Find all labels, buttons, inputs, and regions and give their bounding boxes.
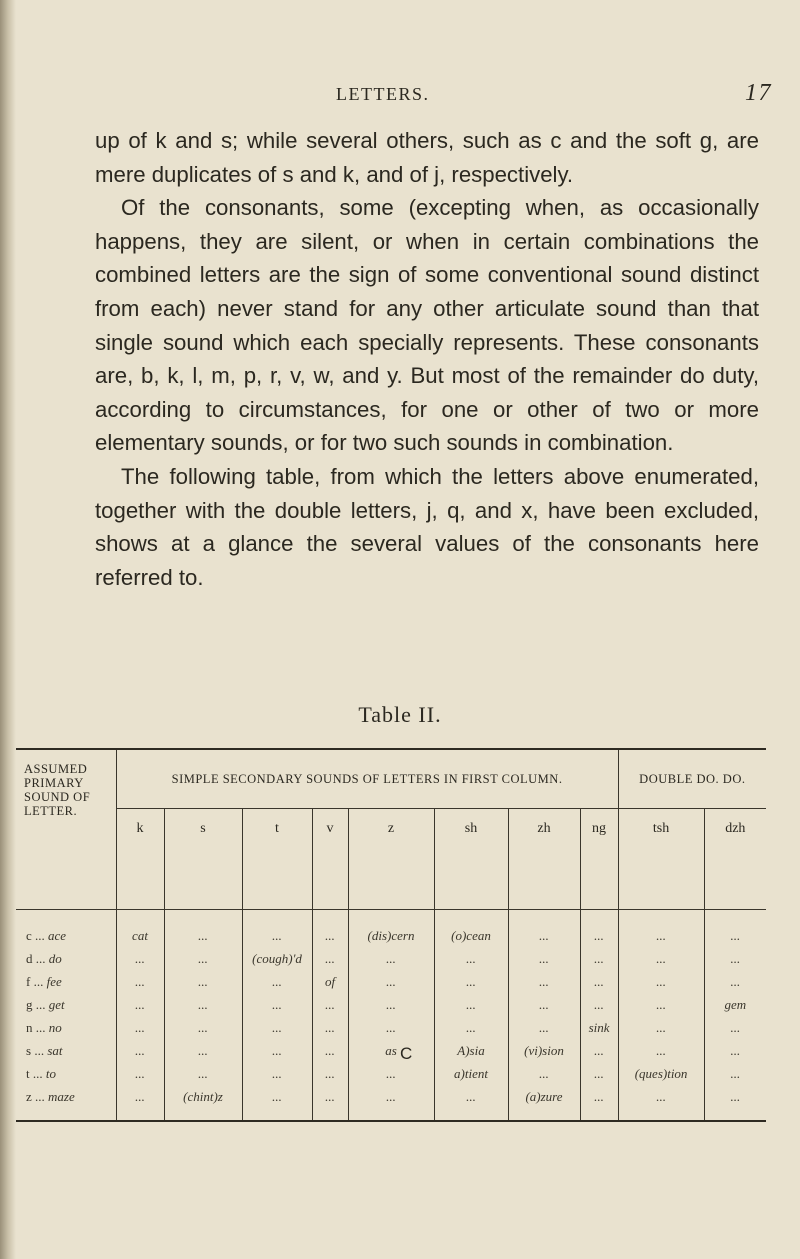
sound-cell-v: ... (312, 910, 348, 948)
leader-dots: ... (32, 996, 49, 1012)
sound-cell-tsh: ... (618, 947, 704, 970)
consonant-values-table (16, 748, 766, 1122)
page-binding-shadow (0, 0, 16, 1259)
sound-cell-t: ... (242, 1085, 312, 1121)
sound-cell-t: ... (242, 910, 312, 948)
primary-letter-cell (16, 910, 116, 948)
column-header-s: s (164, 809, 242, 910)
column-header-tsh: tsh (618, 809, 704, 910)
sound-cell-dzh: ... (704, 947, 766, 970)
sound-cell-tsh: ... (618, 1016, 704, 1039)
leader-dots: ... (31, 1042, 48, 1058)
sound-cell-ng: ... (580, 1062, 618, 1085)
sound-cell-ng: ... (580, 947, 618, 970)
example-word: do (48, 950, 62, 966)
sound-cell-t: ... (242, 993, 312, 1016)
sound-cell-zh: ... (508, 993, 580, 1016)
sound-cell-v: of (312, 970, 348, 993)
column-header-dzh: dzh (704, 809, 766, 910)
sound-cell-tsh: ... (618, 1039, 704, 1062)
column-header-v: v (312, 809, 348, 910)
example-word: to (45, 1065, 56, 1081)
sound-cell-v: ... (312, 1016, 348, 1039)
sound-cell-dzh: ... (704, 1062, 766, 1085)
sound-cell-sh: a)tient (434, 1062, 508, 1085)
sound-cell-zh: (a)zure (508, 1085, 580, 1121)
primary-letter: z (26, 1088, 32, 1104)
sound-cell-zh: ... (508, 947, 580, 970)
table-row (16, 910, 766, 948)
sound-cell-tsh: (ques)tion (618, 1062, 704, 1085)
page-number: 17 (745, 80, 772, 106)
running-head-title: LETTERS. (336, 84, 430, 104)
sound-cell-v: ... (312, 1062, 348, 1085)
sound-cell-t: ... (242, 1016, 312, 1039)
sound-cell-sh: ... (434, 970, 508, 993)
sound-cell-s: (chint)z (164, 1085, 242, 1121)
signature-mark: C (400, 1044, 413, 1063)
sound-cell-k: ... (116, 970, 164, 993)
primary-letter-cell (16, 1062, 116, 1085)
sound-cell-s: ... (164, 1062, 242, 1085)
column-header-ng: ng (580, 809, 618, 910)
sound-cell-z: as (348, 1039, 434, 1062)
sound-cell-dzh: ... (704, 1039, 766, 1062)
table-row (16, 1062, 766, 1085)
sound-cell-ng: sink (580, 1016, 618, 1039)
sound-cell-sh: (o)cean (434, 910, 508, 948)
sound-cell-s: ... (164, 1016, 242, 1039)
sound-cell-z: ... (348, 947, 434, 970)
sound-cell-zh: ... (508, 1062, 580, 1085)
sound-cell-tsh: ... (618, 970, 704, 993)
sound-cell-k: cat (116, 910, 164, 948)
primary-letter: t (26, 1065, 30, 1081)
example-word: no (48, 1019, 62, 1035)
sound-cell-zh: ... (508, 1016, 580, 1039)
table-row (16, 1039, 766, 1062)
first-column-header: ASSUMED PRIMARY SOUND OF LETTER. (16, 749, 116, 910)
sound-cell-dzh: ... (704, 910, 766, 948)
table-row (16, 1016, 766, 1039)
primary-letter-cell (16, 1039, 116, 1062)
sound-cell-t: ... (242, 1062, 312, 1085)
sound-cell-tsh: ... (618, 1085, 704, 1121)
sound-cell-k: ... (116, 1016, 164, 1039)
sound-cell-dzh: ... (704, 1016, 766, 1039)
primary-letter: f (26, 973, 31, 989)
example-word: sat (47, 1042, 63, 1058)
sound-cell-v: ... (312, 1085, 348, 1121)
sound-cell-sh: ... (434, 1016, 508, 1039)
body-text (95, 124, 759, 594)
sound-cell-sh: A)sia (434, 1039, 508, 1062)
sound-cell-k: ... (116, 993, 164, 1016)
sound-cell-ng: ... (580, 910, 618, 948)
column-header-z: z (348, 809, 434, 910)
table-row (16, 1085, 766, 1121)
primary-letter-cell (16, 1085, 116, 1121)
sound-cell-ng: ... (580, 1085, 618, 1121)
sound-cell-v: ... (312, 993, 348, 1016)
sound-cell-t: ... (242, 970, 312, 993)
sound-cell-s: ... (164, 993, 242, 1016)
sound-cell-t: ... (242, 1039, 312, 1062)
sound-cell-s: ... (164, 1039, 242, 1062)
sound-cell-z: ... (348, 1085, 434, 1121)
leader-dots: ... (32, 1019, 49, 1035)
example-word: maze (48, 1088, 75, 1104)
sound-cell-v: ... (312, 1039, 348, 1062)
sound-cell-k: ... (116, 1085, 164, 1121)
sound-cell-s: ... (164, 970, 242, 993)
example-word: get (48, 996, 65, 1012)
primary-letter: c (26, 927, 32, 943)
paragraph-2: Of the consonants, some (excepting when, as occasionally happens, they are silent, or when in certain combinations the combined letters are the sign of some conventional sound distinct from each) never stand for any other articulate sound than that single sound which each specially represents. These consonants are, b, k, l, m, p, r, v, w, and y. But most of the remainder do duty, according to circumstances, for one or other of two or more elementary sounds, or for two such sounds in combination. (95, 195, 759, 456)
leader-dots: ... (31, 1088, 49, 1104)
table-body (16, 910, 766, 1122)
sound-cell-s: ... (164, 910, 242, 948)
double-sounds-header: DOUBLE DO. DO. (618, 749, 766, 809)
sound-cell-z: (dis)cern (348, 910, 434, 948)
example-word: fee (46, 973, 62, 989)
primary-letter-cell (16, 1016, 116, 1039)
sound-cell-v: ... (312, 947, 348, 970)
example-word: ace (48, 927, 67, 943)
sound-cell-dzh: ... (704, 1085, 766, 1121)
sound-cell-ng: ... (580, 970, 618, 993)
sound-cell-k: ... (116, 1062, 164, 1085)
primary-letter: d (26, 950, 33, 966)
leader-dots: ... (32, 950, 49, 966)
primary-letter: g (26, 996, 33, 1012)
table-row (16, 947, 766, 970)
sound-cell-tsh: ... (618, 993, 704, 1016)
paragraph-3: The following table, from which the letters above enumerated, together with the double letters, j, q, and x, have been excluded, shows at a glance the several values of the consonants here referred to. (95, 463, 759, 590)
sound-cell-sh: ... (434, 947, 508, 970)
table-title: Table II. (358, 702, 442, 727)
sound-cell-zh: ... (508, 910, 580, 948)
sound-cell-tsh: ... (618, 910, 704, 948)
primary-letter-cell (16, 993, 116, 1016)
table-row (16, 993, 766, 1016)
sound-cell-z: ... (348, 1062, 434, 1085)
sound-cell-s: ... (164, 947, 242, 970)
sound-cell-k: ... (116, 947, 164, 970)
primary-letter: s (26, 1042, 32, 1058)
sound-cell-ng: ... (580, 1039, 618, 1062)
leader-dots: ... (29, 1065, 46, 1081)
sound-cell-ng: ... (580, 993, 618, 1016)
sound-cell-z: ... (348, 970, 434, 993)
primary-letter: n (26, 1019, 33, 1035)
leader-dots: ... (31, 927, 49, 943)
primary-letter-cell (16, 970, 116, 993)
simple-sounds-header: SIMPLE SECONDARY SOUNDS OF LETTERS IN FIRST COLUMN. (116, 749, 618, 809)
sound-cell-z: ... (348, 1016, 434, 1039)
column-header-t: t (242, 809, 312, 910)
column-header-sh: sh (434, 809, 508, 910)
sound-cell-dzh: ... (704, 970, 766, 993)
sound-cell-zh: ... (508, 970, 580, 993)
sound-cell-k: ... (116, 1039, 164, 1062)
sound-cell-z: ... (348, 993, 434, 1016)
sound-cell-t: (cough)'d (242, 947, 312, 970)
column-header-zh: zh (508, 809, 580, 910)
sound-cell-dzh: gem (704, 993, 766, 1016)
table-row (16, 970, 766, 993)
primary-letter-cell (16, 947, 116, 970)
column-header-k: k (116, 809, 164, 910)
leader-dots: ... (30, 973, 47, 989)
sound-cell-sh: ... (434, 1085, 508, 1121)
sound-cell-zh: (vi)sion (508, 1039, 580, 1062)
sound-cell-sh: ... (434, 993, 508, 1016)
paragraph-1: up of k and s; while several others, such as c and the soft g, are mere duplicates of s and k, and of j, respectively. (95, 128, 759, 187)
